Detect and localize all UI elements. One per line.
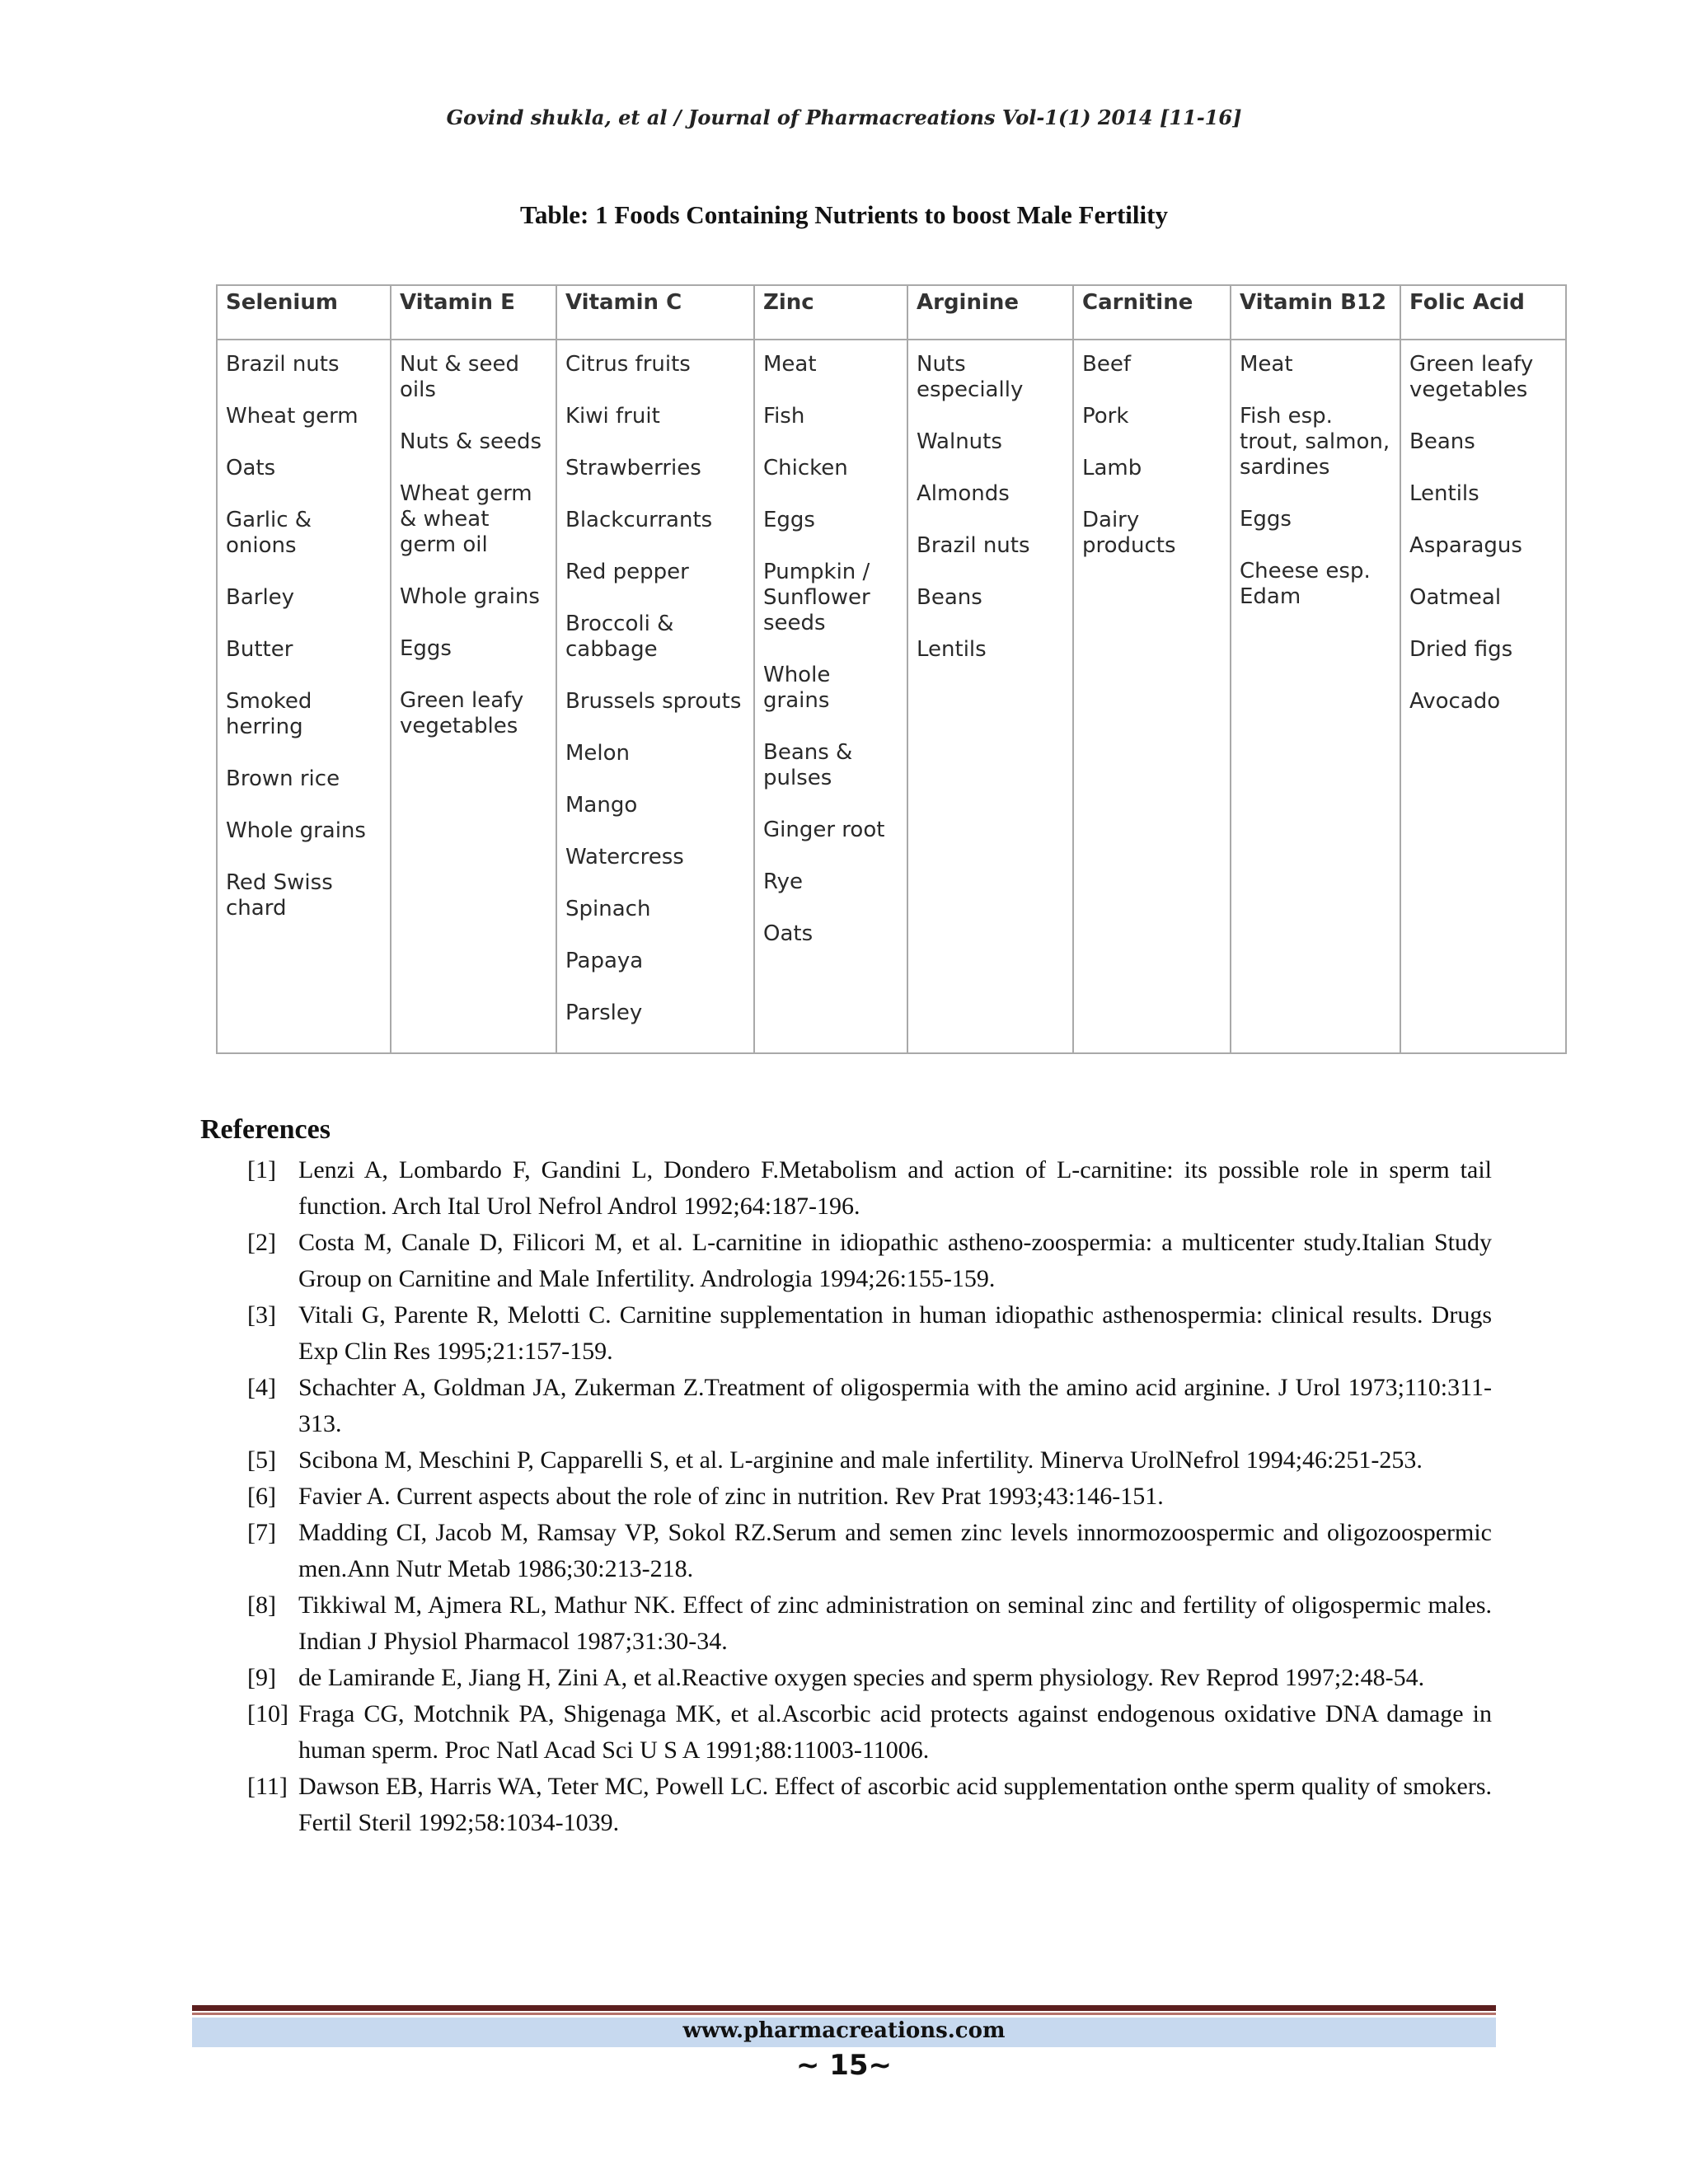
reference-list (247, 1152, 1492, 1841)
reference-item (247, 1515, 1492, 1587)
column-header-vitamin-e: Vitamin E (391, 285, 556, 340)
reference-item (247, 1769, 1492, 1841)
table-cell (556, 340, 754, 1053)
food-item: Almonds (917, 481, 1010, 506)
food-list-vitamin-c (565, 352, 748, 1026)
food-item: Walnuts (917, 429, 1002, 454)
food-item: Dried figs (1409, 637, 1513, 662)
food-list-folic-acid (1409, 352, 1560, 715)
column-header-selenium: Selenium (217, 285, 391, 340)
table-cell (907, 340, 1073, 1053)
reference-text: Madding CI, Jacob M, Ramsay VP, Sokol RZ.Serum and semen zinc levels innormozoospermic and oligozoospermic men.Ann Nutr Metab 1986;30:213-218. (298, 1519, 1492, 1582)
reference-number: [7] (247, 1519, 276, 1546)
food-item: Meat (763, 352, 817, 377)
food-item: Oats (226, 456, 276, 480)
food-item: Wheat germ & wheat germ oil (400, 481, 532, 557)
food-item: Blackcurrants (565, 508, 713, 532)
food-item: Citrus fruits (565, 352, 691, 377)
food-item: Lamb (1082, 456, 1142, 480)
reference-text: Favier A. Current aspects about the role of zinc in nutrition. Rev Prat 1993;43:146-151. (298, 1483, 1164, 1510)
food-item: Butter (226, 637, 293, 662)
column-header-arginine: Arginine (907, 285, 1073, 340)
food-item: Green leafy vegetables (1409, 352, 1534, 402)
food-item: Meat (1240, 352, 1293, 377)
food-list-selenium (226, 352, 385, 921)
food-item: Fish (763, 404, 805, 429)
food-item: Rye (763, 869, 804, 894)
reference-item (247, 1152, 1492, 1225)
food-list-carnitine (1082, 352, 1225, 559)
food-list-vitamin-e (400, 352, 551, 739)
food-item: Beef (1082, 352, 1131, 377)
food-item: Papaya (565, 949, 644, 973)
food-item: Brazil nuts (917, 533, 1030, 558)
food-item: Avocado (1409, 689, 1501, 714)
table-cell (1400, 340, 1566, 1053)
page-number: ~ 15~ (795, 2049, 893, 2082)
food-item: Spinach (565, 897, 651, 921)
food-item: Green leafy vegetables (400, 688, 524, 738)
reference-item (247, 1660, 1492, 1696)
food-item: Wheat germ (226, 404, 359, 429)
food-item: Smoked herring (226, 689, 312, 739)
reference-item (247, 1225, 1492, 1297)
table-cell (754, 340, 907, 1053)
food-item: Broccoli & cabbage (565, 612, 674, 662)
food-item: Whole grains (226, 818, 366, 843)
reference-number: [9] (247, 1664, 276, 1691)
footer-rule (192, 2005, 1496, 2011)
reference-item (247, 1696, 1492, 1769)
food-item: Asparagus (1409, 533, 1522, 558)
reference-item (247, 1297, 1492, 1370)
food-item: Parsley (565, 1001, 643, 1025)
food-item: Red pepper (565, 560, 689, 584)
food-item: Kiwi fruit (565, 404, 660, 429)
food-item: Nuts & seeds (400, 429, 542, 454)
reference-text: Scibona M, Meschini P, Capparelli S, et al. L-arginine and male infertility. Minerva UrolNefrol 1994;46:251-253. (298, 1446, 1423, 1474)
reference-text: Fraga CG, Motchnik PA, Shigenaga MK, et al.Ascorbic acid protects against endogenous oxidative DNA damage in human sperm. Proc Natl Acad Sci U S A 1991;88:11003-11006. (298, 1700, 1492, 1764)
reference-number: [10] (247, 1700, 288, 1727)
footer-website: www.pharmacreations.com (682, 2018, 1006, 2043)
reference-text: Costa M, Canale D, Filicori M, et al. L-carnitine in idiopathic astheno-zoospermia: a multicenter study.Italian Study Group on Carnitine and Male Infertility. Andrologia 1994;26:155-159. (298, 1229, 1492, 1292)
food-item: Brown rice (226, 766, 340, 791)
food-item: Eggs (763, 508, 815, 532)
food-item: Nuts especially (917, 352, 1024, 402)
table-cell (217, 340, 391, 1053)
column-header-carnitine: Carnitine (1073, 285, 1231, 340)
table-caption: Table: 1 Foods Containing Nutrients to boost Male Fertility (520, 200, 1168, 229)
table-cell (391, 340, 556, 1053)
food-item: Strawberries (565, 456, 701, 480)
food-item: Dairy products (1082, 508, 1176, 558)
table-body-row (217, 340, 1566, 1053)
table-cell (1231, 340, 1400, 1053)
running-header: Govind shukla, et al / Journal of Pharmacreations Vol-1(1) 2014 [11-16] (446, 105, 1242, 129)
reference-item (247, 1587, 1492, 1660)
food-list-arginine (917, 352, 1067, 663)
food-item: Eggs (400, 636, 452, 661)
table-cell (1073, 340, 1231, 1053)
food-item: Whole grains (763, 663, 831, 713)
food-item: Oatmeal (1409, 585, 1502, 610)
food-item: Red Swiss chard (226, 870, 333, 921)
column-header-vitamin-c: Vitamin C (556, 285, 754, 340)
reference-item (247, 1479, 1492, 1515)
reference-number: [8] (247, 1591, 276, 1619)
food-item: Brazil nuts (226, 352, 340, 377)
food-item: Eggs (1240, 507, 1292, 532)
references-heading: References (200, 1114, 331, 1145)
food-item: Beans & pulses (763, 740, 853, 790)
reference-text: Lenzi A, Lombardo F, Gandini L, Dondero F.Metabolism and action of L-carnitine: its possible role in sperm tail function. Arch Ital Urol Nefrol Androl 1992;64:187-196. (298, 1156, 1492, 1220)
column-header-folic-acid: Folic Acid (1400, 285, 1566, 340)
reference-number: [3] (247, 1301, 276, 1329)
food-item: Brussels sprouts (565, 689, 742, 714)
food-item: Barley (226, 585, 295, 610)
reference-number: [6] (247, 1483, 276, 1510)
reference-item (247, 1442, 1492, 1479)
food-item: Garlic & onions (226, 508, 312, 558)
food-item: Lentils (1409, 481, 1479, 506)
reference-item (247, 1370, 1492, 1442)
reference-text: Tikkiwal M, Ajmera RL, Mathur NK. Effect of zinc administration on seminal zinc and fertility of oligospermic males. Indian J Physiol Pharmacol 1987;31:30-34. (298, 1591, 1492, 1655)
reference-number: [2] (247, 1229, 276, 1256)
food-item: Watercress (565, 845, 684, 869)
reference-number: [11] (247, 1773, 288, 1800)
reference-text: Vitali G, Parente R, Melotti C. Carnitine supplementation in human idiopathic asthenospermia: clinical results. Drugs Exp Clin Res 1995;21:157-159. (298, 1301, 1492, 1365)
food-item: Mango (565, 793, 638, 818)
food-item: Nut & seed oils (400, 352, 519, 402)
reference-number: [1] (247, 1156, 276, 1183)
food-item: Whole grains (400, 584, 540, 609)
column-header-zinc: Zinc (754, 285, 907, 340)
food-list-vitamin-b12 (1240, 352, 1395, 610)
reference-number: [4] (247, 1374, 276, 1401)
nutrient-foods-table (216, 284, 1567, 1054)
reference-text: Dawson EB, Harris WA, Teter MC, Powell LC. Effect of ascorbic acid supplementation onthe sperm quality of smokers. Fertil Steril 1992;58:1034-1039. (298, 1773, 1492, 1836)
column-header-vitamin-b12: Vitamin B12 (1231, 285, 1400, 340)
food-item: Beans (1409, 429, 1475, 454)
table-header-row (217, 285, 1566, 340)
food-item: Oats (763, 921, 814, 946)
food-item: Ginger root (763, 818, 885, 842)
food-item: Pumpkin / Sunflower seeds (763, 560, 870, 635)
food-item: Cheese esp. Edam (1240, 559, 1371, 609)
food-item: Melon (565, 741, 631, 766)
food-item: Chicken (763, 456, 848, 480)
footer-rule-thin (192, 2013, 1496, 2015)
food-list-zinc (763, 352, 902, 947)
food-item: Fish esp. trout, salmon, sardines (1240, 404, 1390, 480)
reference-number: [5] (247, 1446, 276, 1474)
food-item: Lentils (917, 637, 987, 662)
food-item: Pork (1082, 404, 1129, 429)
food-item: Beans (917, 585, 982, 610)
reference-text: Schachter A, Goldman JA, Zukerman Z.Treatment of oligospermia with the amino acid arginine. J Urol 1973;110:311-313. (298, 1374, 1492, 1437)
reference-text: de Lamirande E, Jiang H, Zini A, et al.Reactive oxygen species and sperm physiology. Rev Reprod 1997;2:48-54. (298, 1664, 1425, 1691)
